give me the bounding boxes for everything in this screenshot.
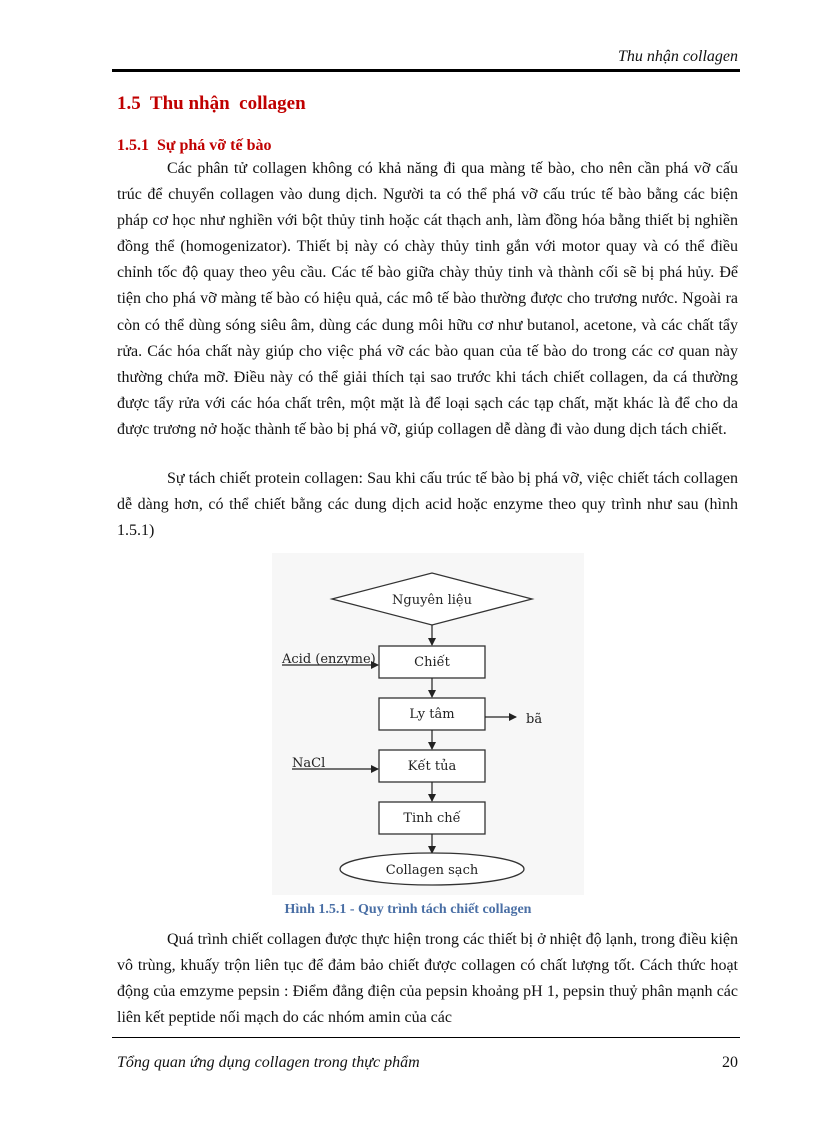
header-rule (112, 69, 740, 72)
flowchart-step-purify-label: Tinh chế (403, 811, 461, 826)
figure-caption: Hình 1.5.1 - Quy trình tách chiết collagen (284, 902, 532, 917)
flowchart-end-label: Collagen sạch (385, 863, 479, 878)
flowchart-step-precipitate-label: Kết tủa (407, 759, 457, 774)
flowchart-start-label: Nguyên liệu (392, 593, 472, 608)
flowchart-input-nacl-label: NaCl (292, 756, 326, 771)
flowchart-output-residue-label: bã (526, 712, 543, 727)
flowchart-step-centrifuge-label: Ly tâm (409, 707, 455, 722)
page-number: 20 (722, 1054, 738, 1071)
running-header: Thu nhận collagen (618, 48, 738, 65)
running-footer: Tổng quan ứng dụng collagen trong thực phẩm (117, 1054, 420, 1071)
section-heading: 1.5 Thu nhận collagen (117, 93, 306, 114)
footer-rule (112, 1037, 740, 1038)
paragraph-process: Quá trình chiết collagen được thực hiện trong các thiết bị ở nhiệt độ lạnh, trong điều kiện vô trùng, khuấy trộn liên tục để đảm bảo chiết được collagen có chất lượng tốt. Cách thức hoạt động của emzyme pepsin : Điểm đẳng điện của pepsin khoảng pH 1, pepsin thuỷ phân mạnh các liên kết peptide nối mạch do các nhóm amin của các (117, 931, 738, 1027)
flowchart-svg (272, 553, 584, 895)
paragraph-cell-disruption: Các phân tử collagen không có khả năng đi qua màng tế bào, cho nên cần phá vỡ cấu trúc để chuyển collagen vào dung dịch. Người ta có thể phá vỡ cấu trúc tế bào bằng các biện pháp cơ học như nghiền với bột thủy tinh hoặc cát thạch anh, làm đồng hóa bằng thiết bị nghiền đồng thể (homogenizator). Thiết bị này có chày thủy tinh gắn với motor quay và có thể điều chỉnh tốc độ quay theo yêu cầu. Các tế bào giữa chày thủy tinh và thành cối sẽ bị phá hủy. Để tiện cho phá vỡ màng tế bào có hiệu quả, các mô tế bào thường được cho trương nước. Ngoài ra còn có thể dùng sóng siêu âm, dùng các dung môi hữu cơ như butanol, acetone, và các chất tẩy rửa. Các hóa chất này giúp cho việc phá vỡ các bào quan của tế bào do trong các cơ quan này thường chứa mỡ. Điều này có thể giải thích tại sao trước khi tách chiết collagen, da cá thường được tẩy rửa với các hóa chất trên, một mặt là để loại sạch các tạp chất, mặt khác là để cho da được trương nở hoặc thành tế bào bị phá vỡ, giúp collagen dễ dàng đi vào dung dịch tách chiết. (117, 160, 738, 438)
flowchart-figure (272, 553, 584, 895)
paragraph-extraction: Sự tách chiết protein collagen: Sau khi cấu trúc tế bào bị phá vỡ, việc chiết tách collagen dễ dàng hơn, có thể chiết bằng các dung dịch acid hoặc enzyme theo quy trình như sau (hình 1.5.1) (117, 470, 738, 540)
flowchart-step-extract-label: Chiết (414, 655, 450, 670)
flowchart-input-acid-label: Acid (enzyme) (282, 652, 376, 667)
subsection-heading: 1.5.1 Sự phá vỡ tế bào (117, 137, 272, 154)
